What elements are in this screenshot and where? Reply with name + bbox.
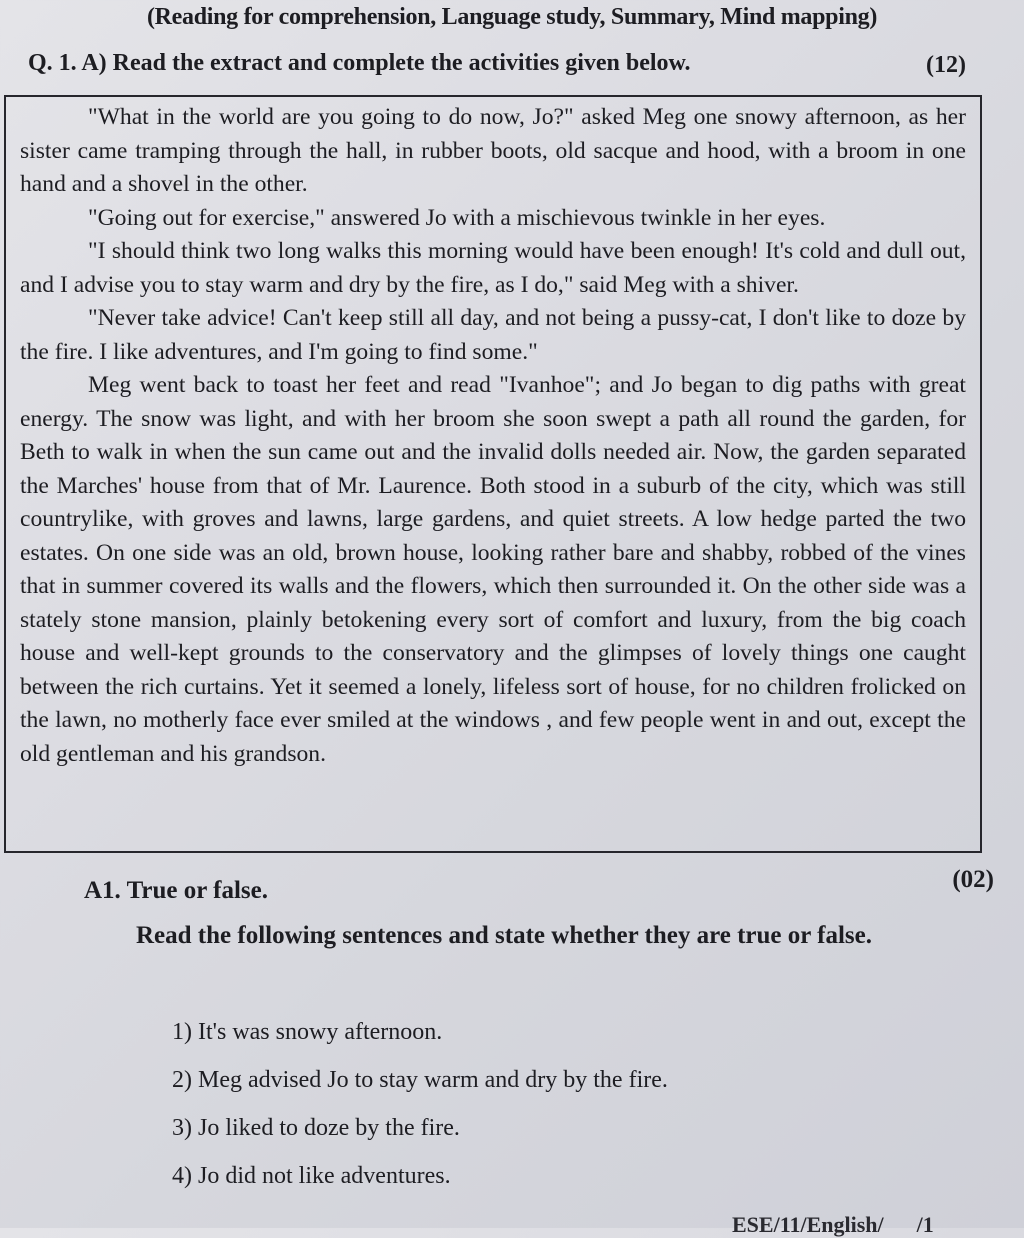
extract-paragraph: "Never take advice! Can't keep still all day, and not being a pussy-cat, I don't like to doze by the fire. I like adventures, and I'm going to find some." (20, 305, 966, 365)
question-heading: Q. 1. A) Read the extract and complete the activities given below. (28, 50, 691, 76)
true-false-item: 2) Meg advised Jo to stay warm and dry by the fire. (172, 1067, 668, 1093)
extract-box (4, 95, 982, 853)
extract-paragraph: "Going out for exercise," answered Jo with a mischievous twinkle in her eyes. (88, 204, 826, 231)
extract-paragraph: "What in the world are you going to do now, Jo?" asked Meg one snowy afternoon, as her sister came tramping through the hall, in rubber boots, old sacque and hood, with a broom in one hand and a shovel in the other. (20, 104, 966, 197)
extract-paragraph: Meg went back to toast her feet and read "Ivanhoe"; and Jo began to dig paths with great energy. The snow was light, and with her broom she soon swept a path all round the garden, for Beth to walk in when the sun came out and the invalid dolls needed air. Now, the garden separated the Marches' house from that of Mr. Laurence. Both stood in a suburb of the city, which was still countrylike, with groves and lawns, large gardens, and quiet streets. A low hedge parted the two estates. On one side was an old, brown house, looking rather bare and shabby, robbed of the vines that in summer covered its walls and the flowers, which then surrounded it. On the other side was a stately stone mansion, plainly betokening every sort of comfort and luxury, from the big coach house and well-kept grounds to the conservatory and the glimpses of lovely things one caught between the rich curtains. Yet it seemed a lonely, lifeless sort of house, for no children frolicked on the lawn, no motherly face ever smiled at the windows , and few people went in and out, except the old gentleman and his grandson. (20, 372, 966, 767)
activity-a1-title: A1. True or false. (84, 877, 269, 904)
true-false-item: 3) Jo liked to doze by the fire. (172, 1115, 460, 1141)
extract-paragraph: "I should think two long walks this morning would have been enough! It's cold and dull out, and I advise you to stay warm and dry by the fire, as I do," said Meg with a shiver. (20, 238, 966, 298)
activity-a1-instruction: Read the following sentences and state whether they are true or false. (136, 922, 873, 949)
true-false-item: 1) It's was snowy afternoon. (172, 1019, 443, 1045)
page-footer-code: ESE/11/English/ /1 (732, 1212, 934, 1237)
true-false-list (172, 1012, 668, 1204)
true-false-item: 4) Jo did not like adventures. (172, 1163, 451, 1189)
activity-a1-marks: (02) (952, 866, 994, 893)
section-title: (Reading for comprehension, Language study, Summary, Mind mapping) (146, 4, 878, 30)
question-marks: (12) (926, 52, 966, 78)
